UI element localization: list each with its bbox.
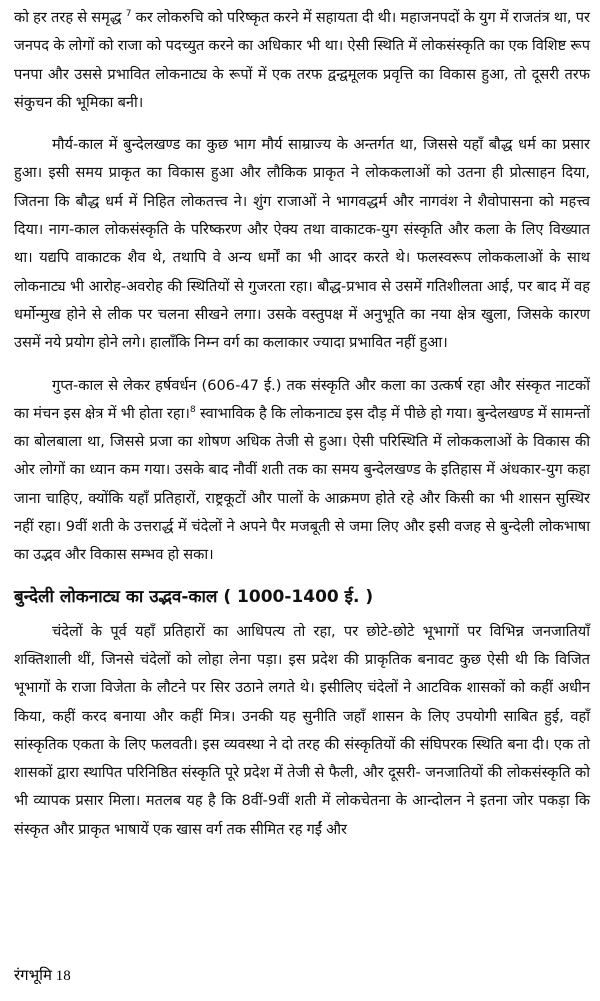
paragraph-3-text-a: गुप्त-काल से लेकर हर्षवर्धन (606-47 ई.) तक संस्कृति और कला का उत्कर्ष रहा और संस्कृत नाटकों का मंचन इस क्षेत्र में भी होता रहा।	[14, 376, 590, 422]
footnote-ref-8: 8	[189, 405, 196, 415]
paragraph-2	[14, 131, 590, 357]
paragraph-3	[14, 372, 590, 570]
paragraph-1-text-a: को हर तरह से समृद्ध	[14, 9, 126, 26]
footnote-ref-7: 7	[125, 9, 132, 20]
page-footer: रंगभूमि 18	[14, 968, 71, 984]
paragraph-2-text: मौर्य-काल में बुन्देलखण्ड का कुछ भाग मौर्य साम्राज्य के अन्तर्गत था, जिससे यहाँ बौद्ध धर्म का प्रसार हुआ। इसी समय प्राकृत का विकास हुआ और लौकिक प्राकृत ने लोककलाओं को उतना ही प्रोत्साहन दिया, जितना कि बौद्ध धर्म में निहित लोकतत्त्व ने। शुंग राजाओं ने भागवद्धर्म और नागवंश ने शैवोपासना को महत्त्व दिया। नाग-काल लोकसंस्कृति के परिष्करण और ऐक्य तथा वाकाटक-युग संस्कृति और कला के लिए विख्यात था। यद्यपि वाकाटक शैव थे, तथापि वे अन्य धर्मों का भी आदर करते थे। फलस्वरूप लोककलाओं के साथ लोकनाट्य भी आरोह-अवरोह की स्थितियों से गुजरता रहा। बौद्ध-प्रभाव से उसमें गतिशीलता आई, पर बाद में वह धर्मोन्मुख होने से लीक पर चलना सीखने लगा। उसके वस्तुपक्ष में अनुभूति का नया क्षेत्र खुला, जिसके कारण उसमें नये प्रयोग होने लगे। हालाँकि निम्न वर्ग का कलाकार ज्यादा प्रभावित नहीं हुआ।	[14, 136, 590, 352]
paragraph-4	[14, 618, 590, 844]
paragraph-3-text-b: स्वाभाविक है कि लोकनाट्य इस दौड़ में पीछे हो गया। बुन्देलखण्ड में सामन्तों का बोलबाला था, जिससे प्रजा का शोषण अधिक तेजी से हुआ। ऐसी परिस्थिति में लोककलाओं के विकास की ओर लोगों का ध्यान कम गया। उसके बाद नौवीं शती तक का समय बुन्देलखण्ड के इतिहास में अंधकार-युग कहा जाना चाहिए, क्योंकि यहाँ प्रतिहारों, राष्ट्रकूटों और पालों के आक्रमण होते रहे और किसी का भी शासन सुस्थिर नहीं रहा। 9वीं शती के उत्तरार्द्ध में चंदेलों ने अपने पैर मजबूती से जमा लिए और इसी वजह से बुन्देली लोकभाषा का उद्भव और विकास सम्भव हो सका।	[14, 404, 590, 564]
section-heading: बुन्देली लोकनाट्य का उद्भव-काल ( 1000-1400 ई. )	[14, 586, 374, 607]
paragraph-1-text-b: कर लोकरुचि को परिष्कृत करने में सहायता दी थी। महाजनपदों के युग में राजतंत्र था, पर जनपद के लोगों को राजा को पदच्युत करने का अधिकार भी था। ऐसी स्थिति में लोकसंस्कृति का एक विशिष्ट रूप पनपा और उससे प्रभावित लोकनाट्य के रूपों में एक तरफ द्वन्द्वमूलक प्रवृत्ति का विकास हुआ, तो दूसरी तरफ संकुचन की भूमिका बनी।	[14, 9, 590, 111]
paragraph-1	[14, 4, 590, 117]
paragraph-4-text: चंदेलों के पूर्व यहाँ प्रतिहारों का आधिपत्य तो रहा, पर छोटे-छोटे भूभागों पर विभिन्न जनजातियाँ शक्तिशाली थीं, जिनसे चंदेलों को लोहा लेना पड़ा। इस प्रदेश की प्राकृतिक बनावट कुछ ऐसी थी कि विजित भूभागों के राजा विजेता के लौटने पर सिर उठाने लगते थे। इसीलिए चंदेलों ने आटविक शासकों को कहीं अधीन किया, कहीं करद बनाया और कहीं मित्र। उनकी यह सुनीति जहाँ शासन के लिए उपयोगी साबित हुई, वहाँ सांस्कृतिक एकता के लिए फलवती। इस व्यवस्था ने दो तरह की संस्कृतियों की संघिपरक स्थिति बना दी। एक तो शासकों द्वारा स्थापित परिनिष्ठित संस्कृति पूरे प्रदेश में तेजी से फैली, और दूसरी- जनजातियों की लोकसंस्कृति को भी व्यापक प्रसार मिला। मतलब यह है कि 8वीं-9वीं शती में लोकचेतना के आन्दोलन ने इतना जोर पकड़ा कि संस्कृत और प्राकृत भाषायें एक खास वर्ग तक सीमित रह गईं और	[14, 622, 590, 838]
